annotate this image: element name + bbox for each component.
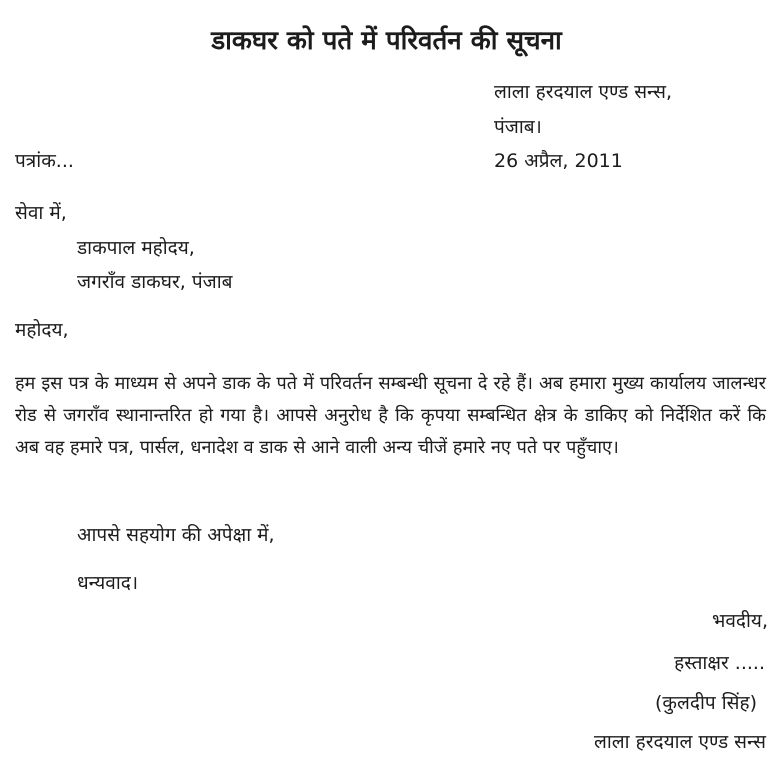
- salutation-to: सेवा में,: [15, 202, 67, 224]
- signature-line: हस्ताक्षर .....: [674, 652, 765, 674]
- recipient-address: जगराँव डाकघर, पंजाब: [77, 271, 233, 293]
- signatory-firm: लाला हरदयाल एण्ड सन्स: [593, 731, 766, 753]
- greeting: महोदय,: [15, 319, 69, 341]
- reference-number: पत्रांक...: [15, 150, 74, 172]
- thanks: धन्यवाद।: [77, 572, 139, 594]
- letter-title: डाकघर को पते में परिवर्तन की सूचना: [211, 26, 562, 56]
- letter-body: हम इस पत्र के माध्यम से अपने डाक के पते में परिवर्तन सम्बन्धी सूचना दे रहे हैं। अब हमारा मुख्य कार्यालय जालन्धर रोड से जगराँव स्थानान्तरित हो गया है। आपसे अनुरोध है कि कृपया सम्बन्धित क्षेत्र के डाकिए को निर्देशित करें कि अब वह हमारे पत्र, पार्सल, धनादेश व डाक से आने वाली अन्य चीजें हमारे नए पते पर पहुँचाए।: [15, 373, 766, 458]
- yours-faithfully: भवदीय,: [712, 610, 768, 632]
- sender-name: लाला हरदयाल एण्ड सन्स,: [494, 81, 673, 103]
- sender-place: पंजाब।: [494, 116, 542, 138]
- closing-line: आपसे सहयोग की अपेक्षा में,: [77, 524, 275, 546]
- letter-date: 26 अप्रैल, 2011: [494, 150, 623, 172]
- signatory-name: (कुलदीप सिंह): [655, 692, 757, 714]
- recipient: डाकपाल महोदय,: [77, 237, 195, 259]
